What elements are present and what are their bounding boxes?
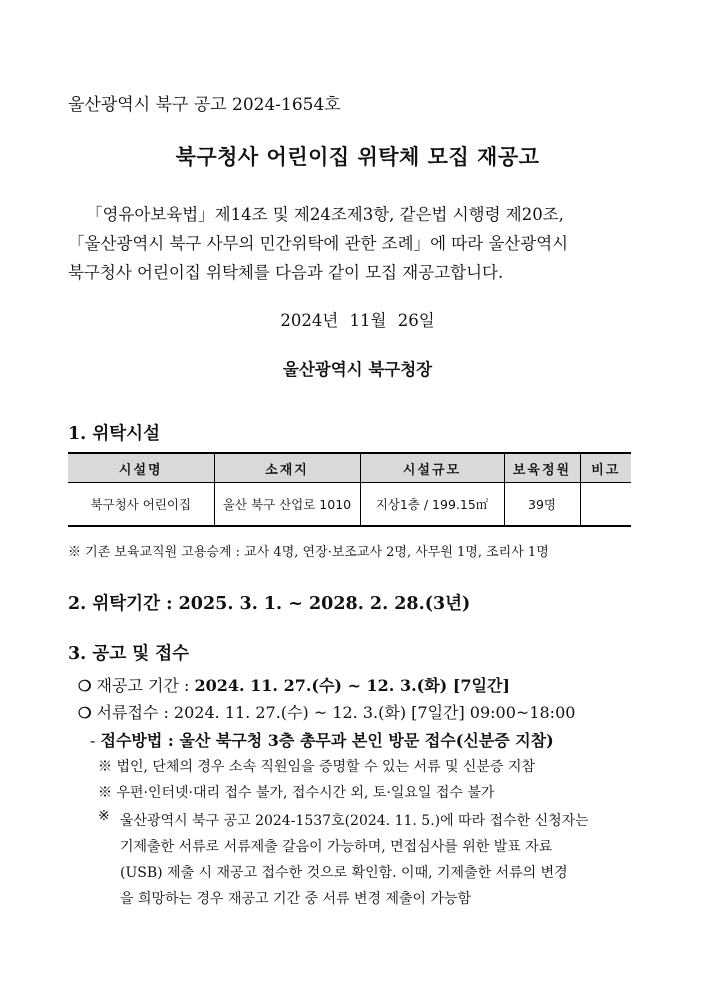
note-long-line-1: 울산광역시 북구 공고 2024-1537호(2024. 11. 5.)에 따라 접수한 신청자는 xyxy=(120,813,589,829)
period-label: 재공고 기간 : xyxy=(96,676,195,695)
note-long-line-3: (USB) 제출 시 재공고 접수한 것으로 확인함. 이때, 기제출한 서류의 변경 xyxy=(120,865,568,881)
table-header-cell: 시설명 xyxy=(68,453,214,483)
bullet-icon: ❍ xyxy=(78,677,92,695)
table-header-cell: 비고 xyxy=(580,453,631,483)
table-cell xyxy=(580,483,631,527)
table-header-cell: 시설규모 xyxy=(360,453,504,483)
method-text: 접수방법 : 울산 북구청 3층 총무과 본인 방문 접수(신분증 지참) xyxy=(100,731,554,750)
period-value: 2024. 11. 27.(수) ~ 12. 3.(화) [7일간] xyxy=(194,676,511,695)
note-item-long xyxy=(98,808,638,912)
table-cell: 39명 xyxy=(504,483,580,527)
note-long-line-2: 기제출한 서류로 서류제출 갈음이 가능하며, 면접심사를 위한 발표 자료 xyxy=(120,839,553,855)
reannouncement-period xyxy=(78,673,510,696)
bullet-icon: ❍ xyxy=(78,704,92,722)
note-long-line-4: 을 희망하는 경우 재공고 기간 중 서류 변경 제출이 가능함 xyxy=(120,891,472,907)
table-cell: 지상1층 / 199.15㎡ xyxy=(360,483,504,527)
section-2-heading: 2. 위탁기간 : 2025. 3. 1. ~ 2028. 2. 28.(3년) xyxy=(68,594,471,614)
table-header-row xyxy=(68,453,631,483)
issuer: 울산광역시 북구청장 xyxy=(282,360,433,379)
submission-text: 서류접수 : 2024. 11. 27.(수) ~ 12. 3.(화) [7일간] 09:00~18:00 xyxy=(96,703,576,722)
intro-line-3: 북구청사 어린이집 위탁체를 다음과 같이 모집 재공고합니다. xyxy=(68,263,504,282)
submission-method xyxy=(90,728,554,751)
intro-line-2: 「울산광역시 북구 사무의 민간위탁에 관한 조례」에 따라 울산광역시 xyxy=(68,234,569,253)
intro-paragraph xyxy=(68,200,640,287)
document-submission xyxy=(78,700,575,723)
intro-line-1: 「영유아보육법」제14조 및 제24조제3항, 같은법 시행령 제20조, xyxy=(86,205,564,224)
table-cell: 울산 북구 산업로 1010 xyxy=(214,483,360,527)
section-1-heading: 1. 위탁시설 xyxy=(68,424,160,444)
dash-mark: - xyxy=(90,731,101,750)
table-row xyxy=(68,483,631,527)
table-cell: 북구청사 어린이집 xyxy=(68,483,214,527)
table-header-cell: 소재지 xyxy=(214,453,360,483)
notice-number: 울산광역시 북구 공고 2024-1654호 xyxy=(68,95,341,115)
note-item: ※ 우편·인터넷·대리 접수 불가, 접수시간 외, 토·일요일 접수 불가 xyxy=(98,785,495,801)
notice-date: 2024년 11월 26일 xyxy=(280,311,435,330)
note-item: ※ 법인, 단체의 경우 소속 직원임을 증명할 수 있는 서류 및 신분증 지참 xyxy=(98,759,535,775)
page-title: 북구청사 어린이집 위탁체 모집 재공고 xyxy=(175,145,540,169)
table-header-cell: 보육정원 xyxy=(504,453,580,483)
staff-succession-note: ※ 기존 보육교직원 고용승계 : 교사 4명, 연장·보조교사 2명, 사무원 1명, 조리사 1명 xyxy=(68,545,549,560)
facility-table xyxy=(68,452,631,527)
section-3-heading: 3. 공고 및 접수 xyxy=(68,644,190,664)
note-mark: ※ xyxy=(98,808,110,824)
